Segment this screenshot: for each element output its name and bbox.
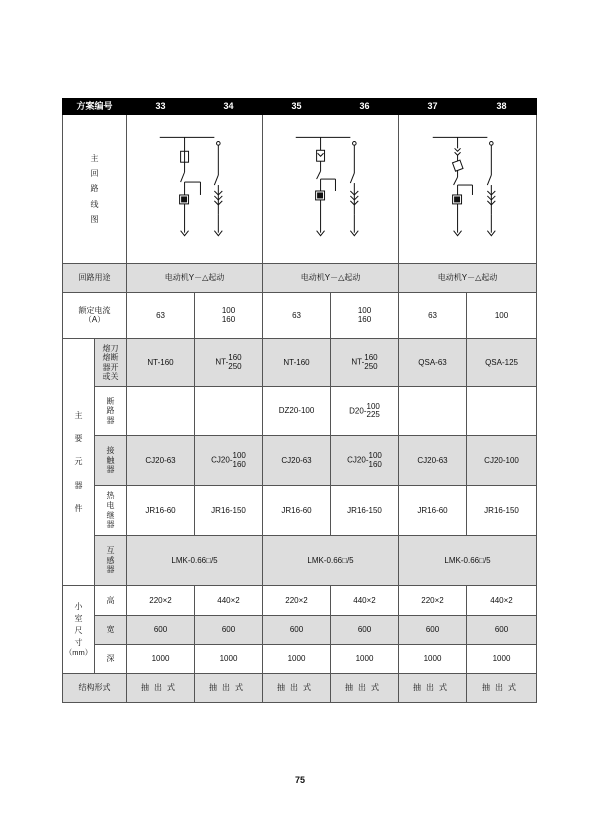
room-height-row — [63, 586, 537, 616]
room-width-value: 600 — [399, 616, 467, 645]
current-value: 100 160 — [195, 293, 263, 339]
structure-value: 抽出式 — [399, 674, 467, 703]
contactor-value: CJ20-63 — [127, 436, 195, 486]
room-width-row — [63, 616, 537, 645]
breaker-value: DZ20-100 — [263, 387, 331, 436]
breaker-label: 断路器 — [95, 387, 127, 436]
structure-value: 抽出式 — [127, 674, 195, 703]
room-height-label: 高 — [95, 586, 127, 616]
fuse-switch-value: QSA-63 — [399, 339, 467, 387]
room-height-value: 220×2 — [263, 586, 331, 616]
scheme-number: 36 — [331, 99, 399, 115]
structure-value: 抽出式 — [263, 674, 331, 703]
thermal-relay-value: JR16-150 — [195, 486, 263, 536]
room-width-value: 600 — [195, 616, 263, 645]
structure-row — [63, 674, 537, 703]
scheme-number: 38 — [467, 99, 537, 115]
transformer-value: LMK-0.66□/5 — [263, 536, 399, 586]
current-row — [63, 293, 537, 339]
fuse-switch-value: NT-160 250 — [195, 339, 263, 387]
breaker-row — [63, 387, 537, 436]
header-row — [63, 99, 537, 115]
contactor-row — [63, 436, 537, 486]
scheme-number: 34 — [195, 99, 263, 115]
circuit-diagram-cell — [399, 115, 537, 264]
usage-value: 电动机Y－△起动 — [399, 264, 537, 293]
fuse-switch-value: NT-160 — [263, 339, 331, 387]
room-size-label: 小室尺寸 （mm） — [63, 586, 95, 674]
structure-label: 结构形式 — [63, 674, 127, 703]
thermal-relay-value: JR16-60 — [399, 486, 467, 536]
room-height-value: 440×2 — [467, 586, 537, 616]
scheme-number: 33 — [127, 99, 195, 115]
circuit-diagram-fuse-breaker — [263, 115, 398, 263]
breaker-value — [399, 387, 467, 436]
page-number: 75 — [294, 775, 305, 785]
thermal-relay-row — [63, 486, 537, 536]
room-width-value: 600 — [263, 616, 331, 645]
structure-value: 抽出式 — [467, 674, 537, 703]
room-height-value: 220×2 — [127, 586, 195, 616]
transformer-value: LMK-0.66□/5 — [399, 536, 537, 586]
current-label: 额定电流 （A） — [63, 293, 127, 339]
circuit-diagram-fuse-switch — [127, 115, 262, 263]
breaker-value — [467, 387, 537, 436]
circuit-row-label: 主回路线图 — [63, 115, 127, 264]
scheme-table — [62, 98, 537, 703]
contactor-value: CJ20-100 — [467, 436, 537, 486]
usage-label: 回路用途 — [63, 264, 127, 293]
room-height-value: 440×2 — [331, 586, 399, 616]
circuit-diagram-qsa — [399, 115, 536, 263]
thermal-relay-value: JR16-60 — [263, 486, 331, 536]
fuse-switch-value: NT-160 250 — [331, 339, 399, 387]
circuit-row — [63, 115, 537, 264]
structure-value: 抽出式 — [195, 674, 263, 703]
thermal-relay-value: JR16-150 — [467, 486, 537, 536]
fuse-switch-value: NT-160 — [127, 339, 195, 387]
transformer-row — [63, 536, 537, 586]
room-width-value: 600 — [127, 616, 195, 645]
main-components-label: 主要元器件 — [63, 339, 95, 586]
room-width-label: 宽 — [95, 616, 127, 645]
scheme-number: 37 — [399, 99, 467, 115]
thermal-relay-value: JR16-60 — [127, 486, 195, 536]
fuse-switch-row — [63, 339, 537, 387]
contactor-value: CJ20-63 — [399, 436, 467, 486]
usage-row — [63, 264, 537, 293]
current-value: 63 — [399, 293, 467, 339]
breaker-value: D20-100 225 — [331, 387, 399, 436]
transformer-label: 互感器 — [95, 536, 127, 586]
current-value: 100 160 — [331, 293, 399, 339]
room-depth-label: 深 — [95, 645, 127, 674]
room-height-value: 440×2 — [195, 586, 263, 616]
breaker-value — [195, 387, 263, 436]
room-depth-value: 1000 — [331, 645, 399, 674]
header-label: 方案编号 — [63, 99, 127, 115]
room-depth-value: 1000 — [263, 645, 331, 674]
current-value: 100 — [467, 293, 537, 339]
current-value: 63 — [263, 293, 331, 339]
breaker-value — [127, 387, 195, 436]
room-width-value: 600 — [467, 616, 537, 645]
usage-value: 电动机Y－△起动 — [263, 264, 399, 293]
usage-value: 电动机Y－△起动 — [127, 264, 263, 293]
circuit-diagram-cell — [263, 115, 399, 264]
room-height-value: 220×2 — [399, 586, 467, 616]
room-depth-value: 1000 — [399, 645, 467, 674]
thermal-relay-label: 热电继器 — [95, 486, 127, 536]
contactor-value: CJ20-100 160 — [195, 436, 263, 486]
room-depth-value: 1000 — [127, 645, 195, 674]
thermal-relay-value: JR16-150 — [331, 486, 399, 536]
transformer-value: LMK-0.66□/5 — [127, 536, 263, 586]
contactor-value: CJ20-100 160 — [331, 436, 399, 486]
room-depth-value: 1000 — [467, 645, 537, 674]
room-depth-row — [63, 645, 537, 674]
structure-value: 抽出式 — [331, 674, 399, 703]
room-depth-value: 1000 — [195, 645, 263, 674]
circuit-diagram-cell — [127, 115, 263, 264]
contactor-label: 接触器 — [95, 436, 127, 486]
current-value: 63 — [127, 293, 195, 339]
fuse-switch-label: 熔刀熔断器开或关 — [95, 339, 127, 387]
scheme-number: 35 — [263, 99, 331, 115]
room-width-value: 600 — [331, 616, 399, 645]
contactor-value: CJ20-63 — [263, 436, 331, 486]
fuse-switch-value: QSA-125 — [467, 339, 537, 387]
